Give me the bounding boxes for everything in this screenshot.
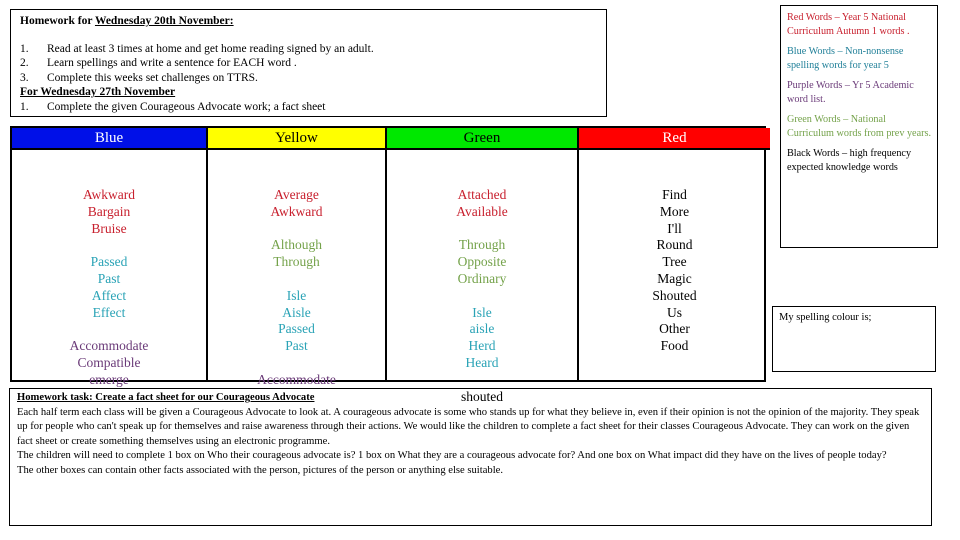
column-header: Blue (12, 128, 206, 150)
column-blue (12, 128, 208, 387)
column-red (579, 128, 770, 380)
spacer (208, 355, 385, 372)
spelling-word: aisle (469, 321, 495, 337)
colour-key (780, 5, 938, 248)
spelling-word: Passed (90, 254, 128, 270)
my-colour-label: My spelling colour is; (779, 312, 872, 323)
spelling-word: Average (274, 187, 319, 202)
spelling-word: Accommodate (69, 338, 149, 354)
spelling-word: Shouted (652, 287, 697, 303)
spelling-word: Affect (91, 287, 127, 303)
item-text: Read at least 3 times at home and get home reading signed by an adult. (47, 42, 374, 55)
title-date: Wednesday 20th November: (94, 15, 234, 27)
spelling-word: Isle (286, 287, 307, 303)
spelling-word: Opposite (457, 254, 507, 270)
spelling-word: Aisle (282, 304, 311, 320)
spelling-word: Herd (468, 338, 496, 354)
spacer (12, 321, 206, 338)
spelling-word: Through (458, 237, 506, 253)
column-header: Yellow (208, 128, 385, 150)
item-number: 3. (20, 71, 29, 84)
spelling-word: Effect (92, 304, 126, 320)
key-entry: Green Words – National Curriculum words from prev years. (787, 114, 932, 139)
item-text: Complete the given Courageous Advocate work; a fact sheet (47, 100, 326, 113)
spelling-word: Through (273, 254, 320, 270)
spelling-word: Available (456, 203, 508, 219)
spacer (387, 221, 577, 238)
task-paragraph: Each half term each class will be given a Courageous Advocate to look at. A courageous advocate is some who stands up for what they believe in, even if their opinion is not the opinion of the majority. They speak up for people who can't speak up for themselves and raise awareness through their actions. We would like the children to complete a fact sheet for their classes Courageous Advocate. They can work on the given fact sheet or create something themselves using an electronic programme. (17, 406, 920, 447)
key-entry: Blue Words – Non-nonsense spelling words for year 5 (787, 46, 904, 71)
spelling-word: Although (270, 237, 322, 253)
spelling-word: emerge (89, 371, 129, 387)
spacer (387, 288, 577, 305)
spacer (387, 372, 577, 389)
list-item (20, 42, 597, 57)
item-text: Complete this weeks set challenges on TTRS. (47, 71, 258, 84)
spelling-word: Bargain (87, 203, 131, 219)
spelling-word: Accommodate (257, 371, 336, 387)
column-words (387, 150, 577, 405)
spelling-word: shouted (461, 388, 503, 404)
list-item (20, 56, 597, 71)
spelling-word: Past (285, 338, 308, 354)
spelling-word: Awkward (270, 203, 323, 219)
task-paragraph: The children will need to complete 1 box on Who their courageous advocate is? 1 box on What they are a courageous advocate for? And one box on What impact did they have on the lives of people today? (17, 450, 887, 461)
spelling-word: Isle (472, 304, 492, 320)
spelling-word: More (659, 203, 690, 219)
column-green (387, 128, 579, 404)
spacer (12, 237, 206, 254)
spelling-word: Bruise (91, 220, 127, 236)
task-box (9, 388, 932, 526)
column-words (208, 150, 385, 389)
column-words (579, 150, 770, 355)
spelling-word: I'll (667, 220, 682, 236)
spelling-word: Compatible (77, 354, 141, 370)
column-header: Green (387, 128, 577, 150)
spelling-word: Round (656, 237, 693, 253)
spelling-word: Magic (657, 270, 692, 286)
spelling-word: Heard (465, 354, 499, 370)
item-number: 1. (20, 42, 29, 55)
spelling-word: Food (660, 338, 689, 354)
homework-title (20, 14, 597, 29)
homework-list (20, 42, 597, 86)
key-entry: Red Words – Year 5 National Curriculum Autumn 1 words . (787, 12, 910, 37)
next-list (20, 100, 597, 115)
key-entry: Purple Words – Yr 5 Academic word list. (787, 80, 914, 105)
spelling-word: Tree (662, 254, 687, 270)
spelling-word: Ordinary (457, 270, 507, 286)
item-number: 2. (20, 57, 29, 69)
homework-box (10, 9, 607, 117)
column-words (12, 150, 206, 389)
column-header: Red (579, 128, 770, 150)
spelling-word: Attached (457, 187, 507, 202)
spacer (208, 271, 385, 288)
spelling-word: Find (662, 187, 687, 202)
spacer (208, 221, 385, 238)
spelling-word: Awkward (83, 187, 135, 202)
column-yellow (208, 128, 387, 387)
spelling-word: Past (97, 270, 121, 286)
list-item (20, 100, 597, 115)
list-item (20, 71, 597, 86)
title-prefix: Homework for (20, 15, 95, 27)
my-colour-box (772, 306, 936, 372)
next-heading: For Wednesday 27th November (20, 86, 176, 98)
item-number: 1. (20, 100, 29, 113)
spelling-word: Passed (278, 321, 315, 337)
key-entry: Black Words – high frequency expected knowledge words (787, 148, 912, 173)
spelling-word: Us (666, 304, 682, 320)
task-paragraph: The other boxes can contain other facts associated with the person, pictures of the person or anything else suitable. (17, 464, 503, 476)
task-title: Homework task: Create a fact sheet for our Courageous Advocate (17, 392, 315, 403)
item-text: Learn spellings and write a sentence for EACH word . (47, 57, 297, 69)
spelling-word: Other (659, 321, 690, 337)
